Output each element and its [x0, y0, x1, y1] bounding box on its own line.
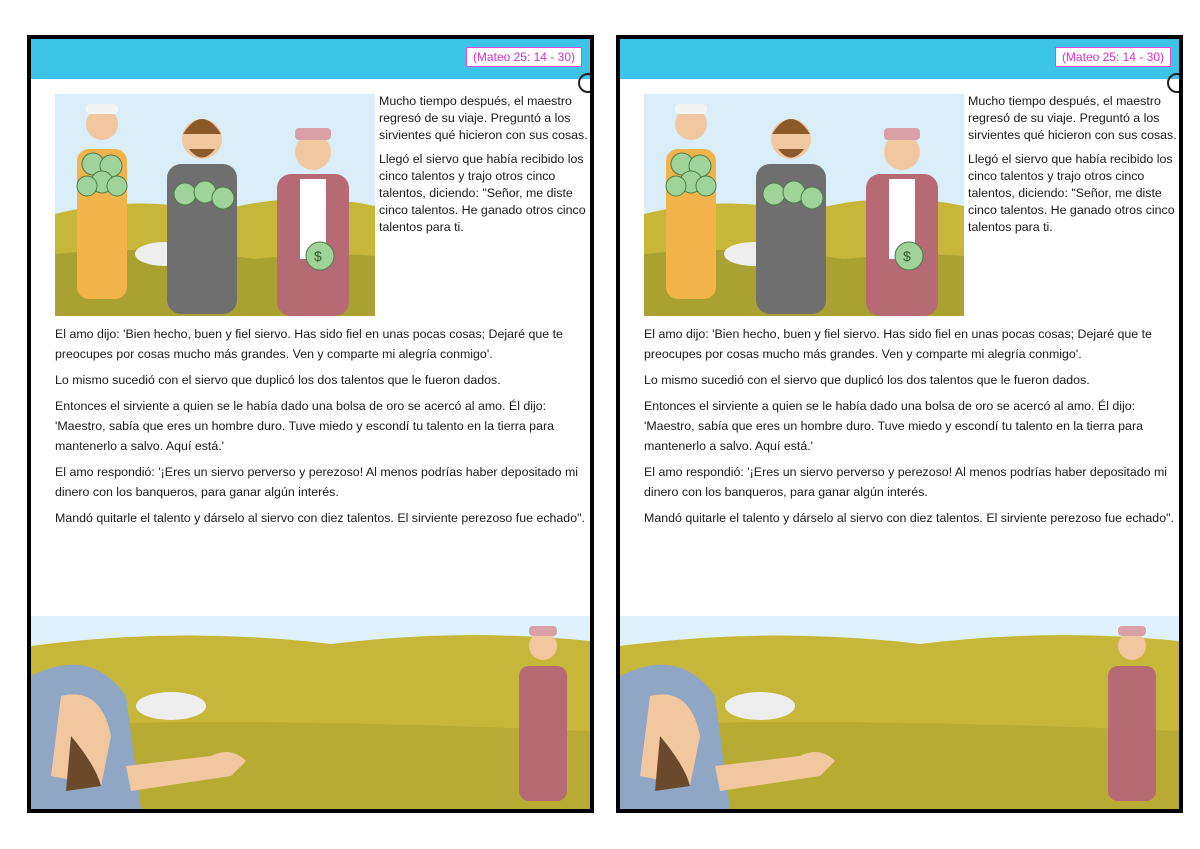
three-servants-illustration	[55, 94, 375, 316]
body-paragraph-4: El amo respondió: '¡Eres un siervo perverso y perezoso! Al menos podrías haber depositado mi dinero con los banqueros, para ganar algún interés.	[55, 465, 579, 499]
header-bar	[31, 39, 590, 79]
side-paragraph-2: Llegó el siervo que había recibido los cinco talentos y trajo otros cinco talentos, diciendo: "Señor, me diste cinco talentos. He ganado otros cinco talentos para ti.	[968, 152, 1175, 234]
scripture-reference: (Mateo 25: 14 - 30)	[466, 47, 582, 67]
master-and-servant-illustration	[620, 616, 1179, 809]
body-paragraph-5: Mandó quitarle el talento y dárselo al siervo con diez talentos. El sirviente perezoso fue echado".	[55, 511, 585, 525]
scripture-reference: (Mateo 25: 14 - 30)	[1055, 47, 1171, 67]
three-servants-illustration	[644, 94, 964, 316]
header-bar	[620, 39, 1179, 79]
body-paragraph-4: El amo respondió: '¡Eres un siervo perverso y perezoso! Al menos podrías haber depositado mi dinero con los banqueros, para ganar algún interés.	[644, 465, 1168, 499]
side-paragraph-2: Llegó el siervo que había recibido los cinco talentos y trajo otros cinco talentos, diciendo: "Señor, me diste cinco talentos. He ganado otros cinco talentos para ti.	[379, 152, 586, 234]
side-text	[968, 93, 1180, 243]
worksheet-page-left	[27, 35, 594, 813]
body-paragraph-5: Mandó quitarle el talento y dárselo al siervo con diez talentos. El sirviente perezoso fue echado".	[644, 511, 1174, 525]
master-and-servant-illustration	[31, 616, 590, 809]
body-paragraph-2: Lo mismo sucedió con el siervo que duplicó los dos talentos que le fueron dados.	[55, 373, 501, 387]
binder-ring-icon	[1167, 73, 1183, 93]
worksheet-page-right	[616, 35, 1183, 813]
body-paragraph-3: Entonces el sirviente a quien se le había dado una bolsa de oro se acercó al amo. Él dijo: 'Maestro, sabía que eres un hombre duro. Tuve miedo y escondí tu talento en la tierra para mantenerlo a salvo. Aquí está.'	[55, 399, 554, 453]
side-paragraph-1: Mucho tiempo después, el maestro regresó de su viaje. Preguntó a los sirvientes qué hicieron con sus cosas.	[379, 94, 588, 142]
side-paragraph-1: Mucho tiempo después, el maestro regresó de su viaje. Preguntó a los sirvientes qué hicieron con sus cosas.	[968, 94, 1177, 142]
side-text	[379, 93, 591, 243]
body-text	[644, 324, 1174, 534]
money-bag-symbol: $	[314, 248, 322, 264]
body-paragraph-1: El amo dijo: 'Bien hecho, buen y fiel siervo. Has sido fiel en unas pocas cosas; Dejaré que te preocupes por cosas mucho más grandes. Ven y comparte mi alegría conmigo'.	[644, 327, 1152, 361]
body-paragraph-3: Entonces el sirviente a quien se le había dado una bolsa de oro se acercó al amo. Él dijo: 'Maestro, sabía que eres un hombre duro. Tuve miedo y escondí tu talento en la tierra para mantenerlo a salvo. Aquí está.'	[644, 399, 1143, 453]
body-paragraph-1: El amo dijo: 'Bien hecho, buen y fiel siervo. Has sido fiel en unas pocas cosas; Dejaré que te preocupes por cosas mucho más grandes. Ven y comparte mi alegría conmigo'.	[55, 327, 563, 361]
money-bag-symbol: $	[903, 248, 911, 264]
body-text	[55, 324, 585, 534]
binder-ring-icon	[578, 73, 594, 93]
body-paragraph-2: Lo mismo sucedió con el siervo que duplicó los dos talentos que le fueron dados.	[644, 373, 1090, 387]
